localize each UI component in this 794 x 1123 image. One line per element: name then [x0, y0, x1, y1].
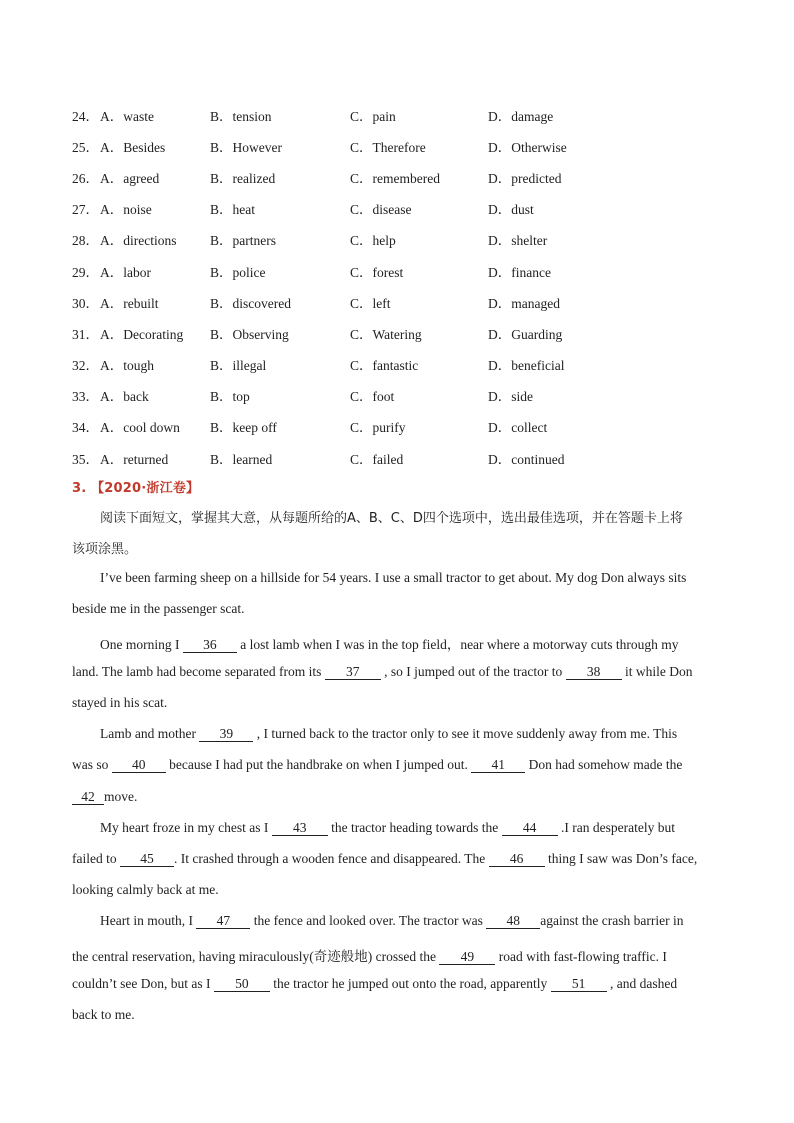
blank-40: 40 — [112, 758, 166, 773]
passage-text: One morning I — [100, 637, 183, 652]
option-d: D．finance — [488, 264, 551, 280]
question-number: 29． — [72, 264, 99, 280]
question-number: 31． — [72, 326, 99, 342]
question-number: 34． — [72, 420, 99, 436]
option-b: B．learned — [210, 451, 273, 467]
option-b: B．partners — [210, 233, 276, 249]
option-d: D．Guarding — [488, 326, 563, 342]
option-d: D．collect — [488, 420, 548, 436]
option-a: A．labor — [100, 264, 151, 280]
blank-37: 37 — [325, 665, 381, 680]
passage-line: I’ve been farming sheep on a hillside for 54 years. I use a small tractor to get about. My dog Don always sits — [100, 570, 687, 585]
blank-51: 51 — [551, 977, 607, 992]
option-row-32 — [72, 349, 752, 380]
option-a: A．tough — [100, 358, 154, 374]
passage-line — [72, 945, 732, 965]
question-number: 30． — [72, 295, 99, 311]
passage-text: couldn’t see Don, but as I — [72, 976, 214, 991]
option-row-27 — [72, 193, 752, 224]
passage-line: beside me in the passenger scat. — [72, 601, 245, 616]
passage-line — [72, 757, 732, 773]
blank-45: 45 — [120, 852, 174, 867]
option-a: A．waste — [100, 108, 154, 124]
passage-line — [72, 913, 760, 929]
option-d: D．managed — [488, 295, 560, 311]
passage-line — [72, 664, 732, 680]
section-heading: 3. 【2020·浙江卷】 — [72, 481, 200, 496]
passage-text: Heart in mouth, I — [100, 913, 197, 928]
option-d: D．predicted — [488, 170, 562, 186]
option-c: C．forest — [350, 264, 404, 280]
passage-line — [72, 851, 732, 867]
option-row-35 — [72, 442, 752, 473]
option-d: D．dust — [488, 202, 534, 218]
passage-text: Don had somehow made the — [525, 757, 683, 772]
passage-text: it while Don — [621, 664, 693, 679]
option-a: A．noise — [100, 202, 152, 218]
option-a: A．Besides — [100, 139, 166, 155]
instruction-line-1: 阅读下面短文，掌握其大意，从每题所给的A、B、C、D四个选项中，选出最佳选项，并在答题卡上将 — [100, 511, 683, 526]
option-c: C．foot — [350, 389, 395, 405]
option-c: C．disease — [350, 202, 412, 218]
question-number: 32． — [72, 358, 99, 374]
passage-text: failed to — [72, 851, 120, 866]
blank-43: 43 — [272, 821, 328, 836]
passage-text: Lamb and mother — [100, 726, 200, 741]
blank-48: 48 — [486, 914, 540, 929]
passage-text: move. — [104, 789, 138, 804]
passage-text: against the crash barrier in — [540, 913, 684, 928]
option-row-31 — [72, 317, 752, 348]
option-row-30 — [72, 286, 752, 317]
passage-line — [72, 633, 760, 653]
option-a: A．directions — [100, 233, 177, 249]
option-a: A．returned — [100, 451, 169, 467]
passage-text: was so — [72, 757, 112, 772]
option-d: D．side — [488, 389, 533, 405]
option-row-29 — [72, 255, 752, 286]
option-c: C．Therefore — [350, 139, 426, 155]
option-c: C．fantastic — [350, 358, 419, 374]
question-number: 25． — [72, 139, 99, 155]
option-b: B．police — [210, 264, 266, 280]
options-list — [72, 99, 752, 473]
passage-text: the tractor he jumped out onto the road, apparently — [269, 976, 551, 991]
option-c: C．left — [350, 295, 391, 311]
blank-47: 47 — [196, 914, 250, 929]
option-a: A．cool down — [100, 420, 180, 436]
passage-text: , I turned back to the tractor only to see it move suddenly away from me. This — [253, 726, 678, 741]
passage-line — [72, 789, 732, 805]
question-number: 33． — [72, 389, 99, 405]
option-c: C．help — [350, 233, 396, 249]
option-b: B．tension — [210, 108, 272, 124]
option-row-25 — [72, 130, 752, 161]
option-b: B．illegal — [210, 358, 267, 374]
option-a: A．rebuilt — [100, 295, 159, 311]
passage-text: My heart froze in my chest as I — [100, 820, 272, 835]
option-a: A．back — [100, 389, 149, 405]
option-c: C．remembered — [350, 170, 440, 186]
passage-text: a lost lamb when I was in the top field，near where a motorway cuts through my — [236, 637, 679, 652]
blank-41: 41 — [471, 758, 525, 773]
question-number: 27． — [72, 202, 99, 218]
passage-line — [72, 820, 760, 836]
question-number: 35． — [72, 451, 99, 467]
option-row-26 — [72, 161, 752, 192]
blank-38: 38 — [566, 665, 622, 680]
option-d: D．shelter — [488, 233, 548, 249]
passage-line — [72, 726, 760, 742]
passage-line: looking calmly back at me. — [72, 882, 219, 897]
option-b: B．Observing — [210, 326, 289, 342]
question-number: 28． — [72, 233, 99, 249]
blank-42: 42 — [72, 790, 104, 805]
passage-text: the central reservation, having miraculously(奇迹般地) crossed the — [72, 949, 440, 964]
blank-50: 50 — [214, 977, 270, 992]
passage-text: land. The lamb had become separated from its — [72, 664, 325, 679]
option-d: D．damage — [488, 108, 554, 124]
option-d: D．beneficial — [488, 358, 565, 374]
option-d: D．continued — [488, 451, 565, 467]
passage-text: the tractor heading towards the — [327, 820, 502, 835]
option-b: B．discovered — [210, 295, 291, 311]
passage-text: , and dashed — [606, 976, 678, 991]
blank-44: 44 — [502, 821, 558, 836]
passage-text: because I had put the handbrake on when I jumped out. — [165, 757, 472, 772]
option-c: C．failed — [350, 451, 404, 467]
instruction-line-2: 该项涂黑。 — [72, 542, 138, 557]
option-row-34 — [72, 411, 752, 442]
option-b: B．heat — [210, 202, 255, 218]
option-a: A．agreed — [100, 170, 160, 186]
blank-46: 46 — [489, 852, 545, 867]
option-row-24 — [72, 99, 752, 130]
passage-text: .I ran desperately but — [557, 820, 675, 835]
blank-49: 49 — [439, 950, 495, 965]
option-b: B．realized — [210, 170, 276, 186]
blank-39: 39 — [199, 727, 253, 742]
question-number: 26． — [72, 170, 99, 186]
passage-text: the fence and looked over. The tractor was — [250, 913, 487, 928]
blank-36: 36 — [183, 638, 237, 653]
passage-line — [72, 976, 732, 992]
passage-text: thing I saw was Don’s face, — [544, 851, 698, 866]
option-b: B．However — [210, 139, 282, 155]
option-a: A．Decorating — [100, 326, 184, 342]
passage-text: . It crashed through a wooden fence and disappeared. The — [173, 851, 489, 866]
question-number: 24． — [72, 108, 99, 124]
passage-text: , so I jumped out of the tractor to — [380, 664, 566, 679]
option-c: C．pain — [350, 108, 396, 124]
option-c: C．Watering — [350, 326, 422, 342]
passage-line: stayed in his scat. — [72, 695, 168, 710]
passage-line: back to me. — [72, 1007, 135, 1022]
option-row-33 — [72, 380, 752, 411]
passage-text: road with fast-flowing traffic. I — [495, 949, 667, 964]
option-row-28 — [72, 224, 752, 255]
option-b: B．top — [210, 389, 250, 405]
option-b: B．keep off — [210, 420, 277, 436]
option-c: C．purify — [350, 420, 406, 436]
option-d: D．Otherwise — [488, 139, 567, 155]
